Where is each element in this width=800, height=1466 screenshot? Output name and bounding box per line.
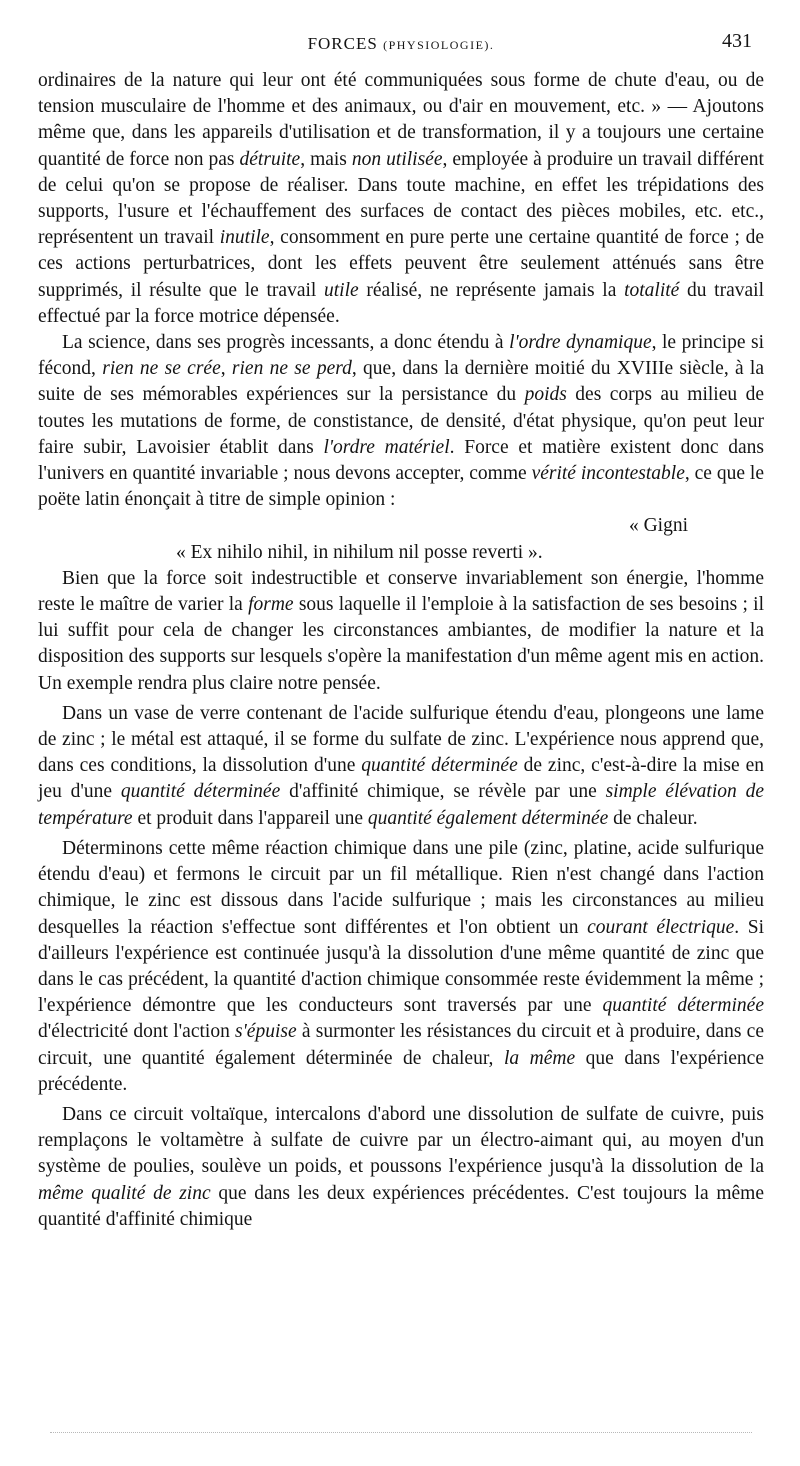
text-run: La science, dans ses progrès incessants, a donc étendu à [62,332,510,354]
text-run: , mais [300,148,352,170]
text-run: et produit dans l'appareil une [132,807,368,829]
text-run: , que, dans la dernière moitié du XVIIIe siècle, à la suite de ses mémorables expériences sur la persistance du [38,358,765,406]
emphasis-text: forme [248,594,294,616]
emphasis-text: simple élévation de température [38,781,764,829]
emphasis-text: même qualité de zinc [38,1182,211,1204]
emphasis-text: non utilisée [351,148,443,170]
text-run: , [220,358,232,380]
text-run: ordinaires de la nature qui leur ont été communiquées sous forme de chute d'eau, ou de tension musculaire de l'homme et des animaux, ou d'air en mouvement, etc. » — Ajoutons même que, dans les appareils d'utilisation et de transformation, il y a toujours une certaine quantité de force non pas [38,70,764,170]
text-run: Dans ce circuit voltaïque, intercalons d'abord une dissolution de sulfate de cuivre, puis remplaçons le voltamètre à sulfate de cuivre par un électro-aimant qui, au moyen d'un système de poulies, soulève un poids, et poussons l'expérience jusqu'à la dissolution de la [38,1103,764,1178]
text-run: . Si d'ailleurs l'expérience est continuée jusqu'à la dissolution d'une même quantité de zinc que dans le cas précédent, la quantité d'action chimique consommée reste évidemment la même ; l'expérience démontre que les conducteurs sont traversés par une [38,916,764,1017]
emphasis-text: la même [503,1047,576,1069]
emphasis-text: quantité déterminée [120,781,281,803]
emphasis-text: poids [524,384,567,406]
page-body [38,68,764,1233]
emphasis-text: courant électrique [587,916,735,938]
text-run: , le principe si fécond, [38,332,764,380]
emphasis-text: l'ordre dynamique [509,332,652,354]
text-run: du travail effectué par la force motrice dépensée. [38,279,764,327]
text-run: , consomment en pure perte une certaine quantité de force ; de ces actions perturbatrices, dont les effets peuvent être seulement atténués sans être supprimés, il résulte que le travail [38,227,764,301]
emphasis-text: quantité déterminée [602,995,764,1017]
book-page [38,30,764,1233]
emphasis-text: quantité également déterminée [367,807,609,829]
emphasis-text: rien ne se perd [231,358,352,380]
emphasis-text: s'épuise [235,1021,297,1043]
emphasis-text: vérité incontestable [531,463,685,485]
paragraph [38,1102,764,1233]
paragraph [38,836,764,1098]
emphasis-text: l'ordre matériel [323,436,450,458]
text-run: que dans les deux expériences précédentes. C'est toujours la même quantité d'affinité chimique [38,1182,764,1230]
emphasis-text: rien ne se crée [102,358,221,380]
text-run: de zinc, c'est-à-dire la mise en jeu d'une [38,755,764,803]
text-run: Déterminons cette même réaction chimique dans une pile (zinc, platine, acide sulfurique étendu d'eau) et fermons le circuit par un fil métallique. Rien n'est changé dans l'action chimique, le zinc est dissous dans l'acide sulfurique ; mais les circonstances au milieu desquelles la réaction s'effectue sont différentes et l'on obtient un [38,837,764,938]
paragraph [38,68,764,330]
emphasis-text: inutile [219,227,270,249]
paragraph [38,330,764,513]
quote-line: « Gigni [628,515,688,537]
page-number: 431 [722,30,752,52]
emphasis-text: utile [324,279,359,301]
text-run: réalisé, ne représente jamais la [358,279,625,301]
text-run: sous laquelle il l'emploie à la satisfaction de ses besoins ; il lui suffit pour cela de changer les circonstances ambiantes, de modifier la nature et la disposition des supports sur lesquels s'opère la manifestation d'un même agent mis en action. Un exemple rendra plus claire notre pensée. [38,594,764,694]
text-run: Bien que la force soit indestructible et conserve invariablement son énergie, l'homme reste le maître de varier la [38,567,764,616]
text-run: des corps au milieu de toutes les mutations de forme, de constistance, de densité, d'état physique, qu'on peut leur faire subir, Lavoisier établit dans [38,384,764,458]
text-run: d'affinité chimique, se révèle par une [280,781,606,803]
text-run: Dans un vase de verre contenant de l'acide sulfurique étendu d'eau, plongeons une lame de zinc ; le métal est attaqué, il se forme du sulfate de zinc. L'expérience nous apprend que, dans ces conditions, la dissolution d'une [38,702,764,777]
text-run: , ce que le poëte latin énonçait à titre de simple opinion : [38,463,764,511]
footer-rule [50,1432,752,1433]
text-run: de chaleur. [608,807,698,829]
emphasis-text: quantité déterminée [361,755,518,777]
running-header [38,30,764,60]
text-run: que dans l'expérience précédente. [38,1047,764,1095]
header-subtitle: (PHYSIOLOGIE). [383,38,495,52]
text-run: . Force et matière existent donc dans l'univers en quantité invariable ; nous devons accepter, comme [38,436,764,485]
paragraph [38,701,764,832]
text-run: , employée à produire un travail différent de celui qu'on se propose de réaliser. Dans toute machine, en effet les trépidations des supports, l'usure et l'échauffement des surfaces de contact des pièces mobiles, etc. etc., représentent un travail [38,148,764,249]
paragraph [38,566,764,697]
text-run: d'électricité dont l'action [38,1021,236,1043]
text-run: à surmonter les résistances du circuit et à produire, dans ce circuit, une quantité également déterminée de chaleur, [38,1021,764,1069]
emphasis-text: totalité [624,279,680,301]
running-title [38,34,764,54]
quote-line: « Ex nihilo nihil, in nihilum nil posse reverti ». [176,541,543,563]
emphasis-text: détruite [239,148,301,170]
header-title: FORCES [307,34,378,53]
